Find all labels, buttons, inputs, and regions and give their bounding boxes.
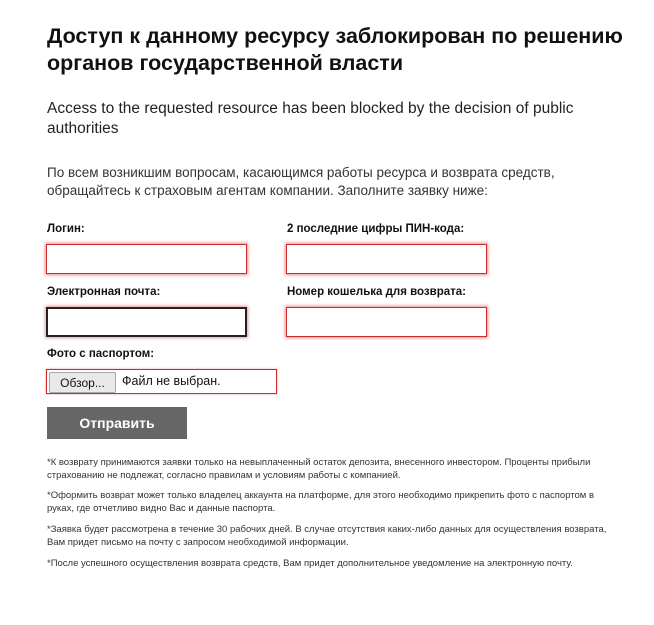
- passport-photo-file-input[interactable]: [46, 369, 277, 394]
- page-title: Доступ к данному ресурсу заблокирован по решению органов государственной власти: [47, 24, 623, 75]
- browse-button[interactable]: Обзор...: [49, 372, 116, 393]
- pin-label: 2 последние цифры ПИН-кода:: [287, 223, 465, 235]
- email-input[interactable]: [46, 307, 247, 337]
- pin-input[interactable]: [286, 244, 487, 274]
- note-deposit: *К возврату принимаются заявки только на невыплаченный остаток депозита, внесенного инвестором. Проценты прибыли страхованию не подлежат, согласно правилам и условиям работы с компанией.: [47, 457, 591, 481]
- intro-text: По всем возникшим вопросам, касающимся работы ресурса и возврата средств, обращайтесь к страховым агентам компании. Заполните заявку ниже:: [47, 165, 555, 198]
- wallet-label: Номер кошелька для возврата:: [287, 286, 466, 298]
- login-label: Логин:: [47, 223, 85, 235]
- note-review-period: *Заявка будет рассмотрена в течение 30 рабочих дней. В случае отсутствия каких-либо данных для осуществления возврата, Вам придет письмо на почту с запросом необходимой информации.: [47, 524, 607, 548]
- note-account-owner: *Оформить возврат может только владелец аккаунта на платформе, для этого необходимо прикрепить фото с паспортом в руках, где отчетливо видно Вас и данные паспорта.: [47, 490, 595, 514]
- wallet-input[interactable]: [286, 307, 487, 337]
- photo-label: Фото с паспортом:: [47, 348, 155, 360]
- email-label: Электронная почта:: [47, 286, 161, 298]
- login-input[interactable]: [46, 244, 247, 274]
- file-status-text: Файл не выбран.: [122, 374, 221, 388]
- note-email-notification: *После успешного осуществления возврата средств, Вам придет дополнительное уведомление на электронную почту.: [47, 558, 573, 569]
- submit-button[interactable]: Отправить: [47, 407, 187, 439]
- english-subtitle: Access to the requested resource has been blocked by the decision of public authorities: [47, 100, 574, 137]
